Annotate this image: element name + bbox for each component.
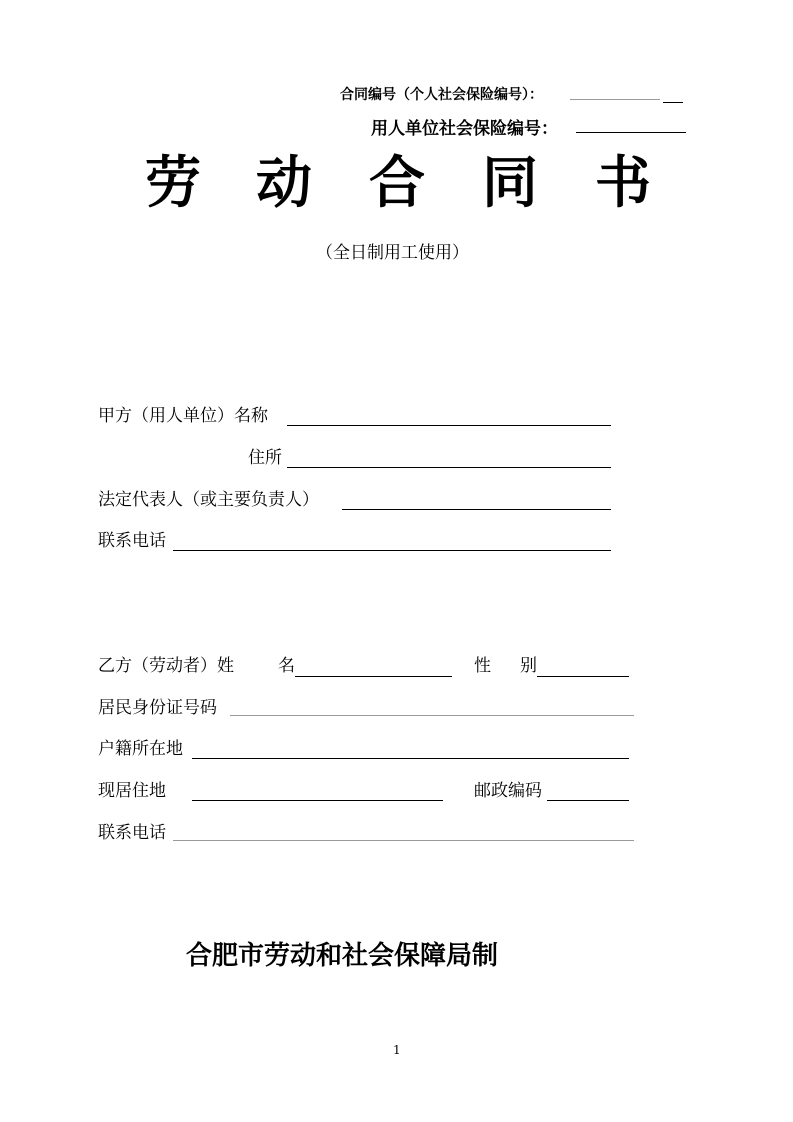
party-b-phone-field[interactable] (173, 840, 634, 841)
employer-insurance-field[interactable] (576, 132, 686, 133)
page-number: 1 (393, 1043, 401, 1057)
party-a-address-field[interactable] (287, 467, 611, 468)
page-subtitle: （全日制用工使用） (316, 243, 469, 263)
party-a-phone-label: 联系电话 (98, 531, 166, 551)
party-b-postcode-field[interactable] (547, 800, 629, 801)
party-b-id-label: 居民身份证号码 (98, 698, 217, 718)
party-b-hukou-field[interactable] (192, 758, 629, 759)
party-b-gender-label-2: 别 (520, 656, 537, 676)
contract-number-field[interactable] (570, 99, 660, 100)
party-b-postcode-label: 邮政编码 (474, 781, 542, 801)
employer-insurance-label: 用人单位社会保险编号： (371, 119, 558, 139)
issuer-label: 合肥市劳动和社会保障局制 (186, 941, 499, 971)
party-a-address-label: 住所 (248, 448, 282, 468)
party-a-legal-rep-label: 法定代表人（或主要负责人） (98, 490, 319, 510)
party-a-phone-field[interactable] (173, 550, 611, 551)
title-char-1: 劳 (145, 151, 201, 216)
party-b-name-label: 乙方（劳动者）姓 (98, 656, 234, 676)
party-b-phone-label: 联系电话 (98, 823, 166, 843)
title-char-3: 合 (369, 151, 425, 216)
party-b-hukou-label: 户籍所在地 (98, 739, 183, 759)
party-a-name-label: 甲方（用人单位）名称 (98, 406, 268, 426)
party-b-gender-field[interactable] (537, 676, 629, 677)
party-b-residence-label: 现居住地 (98, 781, 166, 801)
party-b-residence-field[interactable] (192, 800, 443, 801)
party-b-name-label-2: 名 (278, 656, 295, 676)
contract-number-field-end (663, 102, 683, 103)
party-b-name-field[interactable] (295, 676, 452, 677)
party-a-name-field[interactable] (287, 425, 611, 426)
title-char-2: 动 (256, 151, 312, 216)
party-b-gender-label: 性 (474, 656, 491, 676)
party-a-legal-rep-field[interactable] (342, 509, 611, 510)
contract-number-label: 合同编号（个人社会保险编号）： (340, 87, 543, 103)
title-char-4: 同 (482, 151, 538, 216)
party-b-id-field[interactable] (230, 715, 634, 716)
title-char-5: 书 (595, 151, 651, 216)
